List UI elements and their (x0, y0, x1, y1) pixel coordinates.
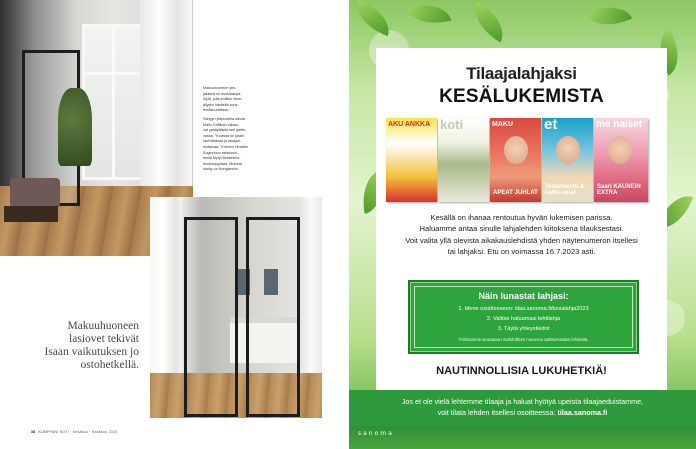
magazine-cover (594, 118, 648, 202)
folio-text: KUMPPANI KOTI · Kesäkuu · Kesäkuu 2023 (38, 430, 118, 434)
caption-line: huutokaupasta. Muhesa (203, 161, 243, 166)
ad-body-text (388, 212, 655, 258)
cover-face-image (556, 136, 580, 164)
photo-caption (203, 86, 311, 176)
subscription-ad (349, 0, 696, 449)
magazine-title: me naiset (596, 119, 643, 130)
bench-image (4, 206, 58, 222)
cover-line: Saari KAUNEIN EXTRA (597, 184, 641, 196)
magazine-cover (490, 118, 541, 202)
leaf-decoration (407, 0, 452, 31)
magazine-cover (386, 118, 437, 202)
plant-image (58, 88, 92, 166)
body-line: tai lahjaksi. Etu on voimassa 16.7.2023 asti. (447, 247, 596, 257)
leaf-decoration (586, 0, 632, 35)
caption-line: löytö, joka entillöu eken- (203, 97, 243, 102)
cover-line: Testamentti & kallis-asiat (545, 184, 585, 196)
magazine-cover (438, 118, 489, 202)
body-line: Kesällä on ihanaa rentoutua hyvän lukemisen parissa. (430, 213, 613, 222)
glass-door-frame (184, 217, 238, 417)
sanoma-logo: sanoma (358, 430, 394, 437)
fine-print: Toimitamme seuraavan mahdollisen numeron valitsemastasi lehdestä. (458, 337, 589, 342)
subscribe-link[interactable]: tilaa.sanoma.fi (557, 408, 608, 417)
caption-line: rauhoittavaa ja lasapai- (203, 139, 242, 144)
caption-line: noittavaa." Kolmen Hindelin (203, 144, 249, 149)
caption-line: Suginnbon selskonin- (203, 150, 239, 155)
body-line: Voit valita yllä olevista aikakauslehdistä yhden näytenumeron itsellesi (405, 235, 638, 245)
chair-image (10, 178, 60, 208)
leaf-decoration (466, 2, 513, 43)
step-3: 3. Täytä yhteystiedot (497, 326, 550, 332)
caption-line: jakkara on huutokaupa- (203, 91, 242, 96)
box-heading: Näin lunastat lahjasi: (478, 291, 569, 301)
curtain-image (140, 0, 192, 186)
caption-line: teellisuudellaan. (203, 108, 230, 113)
step-1: 1. Mene osoitteeseen: tilaa.sanoma.fi/kesalahja2023 (458, 306, 589, 312)
body-line: Haluamme antaa sinulle lahjalehden kiitoksena tilauksestasi. (419, 224, 624, 234)
cover-face-image (608, 136, 632, 164)
bedroom-photo (150, 197, 322, 418)
closing-slogan: NAUTINNOLLISIA LUKUHETKIÄ! (436, 365, 607, 377)
cover-face-image (504, 136, 528, 164)
caption-line: ällyylin käsiteltä koris- (203, 102, 239, 107)
footer-strip (349, 426, 696, 449)
ad-subheadline: KESÄLUKEMISTA (439, 86, 604, 107)
magazine-title: MAKU (492, 121, 513, 128)
caption-line: Malin Griffithin valoku- (203, 122, 240, 127)
caption-line: sänky on Norrgavelin. (203, 167, 239, 172)
magazine-title: et (544, 118, 558, 133)
page-folio (31, 430, 117, 434)
banner-line (349, 408, 696, 417)
page-number: 38 (31, 430, 36, 434)
magazine-cover (542, 118, 593, 202)
magazine-title: koti (440, 118, 464, 132)
caption-line: Sängyn yläpuolella olevat (203, 116, 245, 121)
caption-line: vat pysäyttävät hari garfie- (203, 128, 247, 133)
caption-line: teella Mytyl Bokkineloi- (203, 156, 241, 161)
banner-prefix: voit tilata lehden itsellesi osoitteessa: (437, 408, 558, 417)
pull-quote: Makuuhuoneen lasiovet tekivät Isaan vaikutuksen jo ostohetkellä. (44, 320, 139, 371)
step-2: 2. Valitse haluamasi lehtilahja (486, 316, 561, 322)
glass-door-frame (246, 217, 300, 417)
ad-headline: Tilaajalahjaksi (466, 64, 577, 83)
ad-card (376, 48, 667, 390)
magazine-covers (386, 118, 667, 203)
banner-line: Jos et ole vielä lehtemme tilaaja ja haluat hyötyä upeista tilaajaeduistamme, (401, 397, 644, 406)
caption-line: nassa. "Kuvissa on jotain (203, 133, 245, 138)
subscribe-banner (349, 390, 696, 426)
magazine-title: AKU ANKKA (388, 121, 431, 128)
cover-line: APEAT JUHLAT (493, 190, 538, 196)
caption-line: Makuuhuoneen ylei- (203, 86, 237, 90)
redeem-instructions-box (408, 280, 639, 354)
